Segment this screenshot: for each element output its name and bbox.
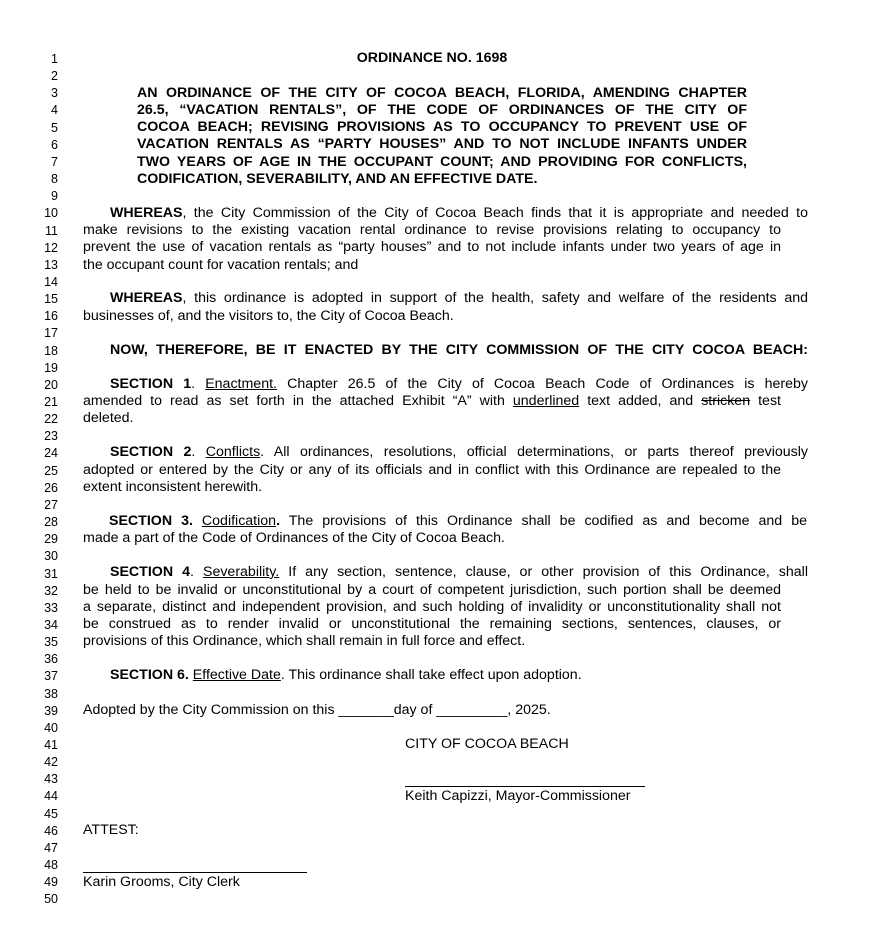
line-number: 20 — [44, 377, 58, 392]
caption-line: CODIFICATION, SEVERABILITY, AND AN EFFECTIVE DATE. — [137, 170, 538, 187]
caption-line: TWO YEARS OF AGE IN THE OCCUPANT COUNT; AND PROVIDING FOR CONFLICTS, — [137, 153, 747, 170]
section-heading: Codification — [201, 513, 277, 529]
line-number: 6 — [51, 137, 58, 152]
line-number: 47 — [44, 840, 58, 855]
line-number: 35 — [44, 635, 58, 650]
line-number: 22 — [44, 412, 58, 427]
line-number: 49 — [44, 875, 58, 890]
caption-line: COCOA BEACH; REVISING PROVISIONS AS TO OCCUPANCY TO PREVENT USE OF — [137, 119, 747, 136]
line-number: 50 — [44, 892, 58, 907]
text-run: Adopted by the City Commission on this — [83, 702, 339, 718]
line-number: 8 — [51, 172, 58, 187]
text-run: day of — [393, 702, 437, 718]
line-number: 41 — [44, 738, 58, 752]
clerk-name: Karin Grooms, City Clerk — [83, 874, 240, 890]
text-run: . All ordinances, resolutions, official determinations, or parts thereof previously — [260, 444, 808, 460]
line-number: 33 — [44, 600, 58, 615]
text-run: , the City Commission of the City of Cocoa Beach finds that it is appropriate and needed to — [182, 205, 808, 221]
line-number: 7 — [51, 154, 58, 169]
paragraph-line: made a part of the Code of Ordinances of the City of Cocoa Beach. — [83, 530, 505, 546]
line-number: 18 — [44, 343, 58, 358]
line-number: 15 — [44, 292, 58, 307]
day-blank: _______ — [338, 702, 394, 718]
section-heading: Enactment. — [205, 376, 277, 392]
line-number: 44 — [44, 789, 58, 804]
line-number: 13 — [44, 257, 58, 272]
text-run: Chapter 26.5 of the City of Cocoa Beach Code of Ordinances is hereby — [276, 376, 808, 392]
line-number: 12 — [44, 240, 58, 255]
line-number: 42 — [44, 755, 58, 770]
text-run: . This ordinance shall take effect upon adoption. — [280, 667, 582, 683]
line-number: 3 — [51, 86, 58, 101]
line-number: 26 — [44, 480, 58, 495]
paragraph-line: be construed as to render invalid or unconstitutional the remaining sections, sentences, clauses, or — [83, 616, 781, 632]
text-run: The provisions of this Ordinance shall be codified as and become and be — [280, 513, 807, 529]
line-number: 21 — [44, 395, 58, 409]
line-number: 43 — [44, 772, 58, 787]
paragraph-line — [83, 205, 808, 222]
line-number: 48 — [44, 858, 58, 873]
text-run: . — [276, 513, 281, 529]
paragraph-line — [83, 564, 808, 581]
line-number: 17 — [44, 326, 58, 341]
text-run: text added, and — [579, 393, 702, 409]
line-number: 10 — [44, 206, 58, 221]
clerk-signature-line — [83, 872, 307, 873]
line-number: 5 — [51, 120, 58, 135]
text-run: amended to read as set forth in the attached Exhibit “A” with — [83, 393, 513, 409]
section-number: SECTION 3. — [109, 513, 193, 529]
paragraph-line: deleted. — [83, 410, 134, 426]
line-number: 11 — [45, 223, 58, 238]
line-number: 1 — [51, 52, 58, 66]
underlined-example: underlined — [512, 393, 580, 409]
enacting-clause: NOW, THEREFORE, BE IT ENACTED BY THE CITY COMMISSION OF THE CITY COCOA BEACH: — [110, 342, 808, 358]
section-number: SECTION 2 — [110, 444, 192, 460]
section-heading: Conflicts — [205, 444, 261, 460]
paragraph-line — [83, 290, 808, 307]
section-heading: Effective Date — [192, 667, 281, 683]
line-number: 23 — [44, 429, 58, 444]
text-run: . — [191, 376, 206, 392]
ordinance-title: ORDINANCE NO. 1698 — [356, 50, 508, 66]
line-number: 36 — [44, 652, 58, 667]
city-name: CITY OF COCOA BEACH — [405, 736, 569, 752]
text-run: , this ordinance is adopted in support of the health, safety and welfare of the residents and — [182, 290, 808, 306]
line-number: 40 — [44, 720, 58, 735]
whereas-label: WHEREAS — [110, 290, 183, 306]
line-number: 28 — [44, 515, 58, 530]
paragraph-line — [83, 376, 808, 393]
line-number: 19 — [44, 360, 58, 375]
month-blank: _________ — [436, 702, 508, 718]
line-number: 32 — [44, 583, 58, 598]
paragraph-line: a separate, distinct and independent provision, and such holding of invalidity or unconstitutionality shall not — [83, 599, 781, 615]
stricken-example: stricken — [701, 393, 751, 409]
section-number: SECTION 1 — [110, 376, 192, 392]
text-run: . — [191, 444, 206, 460]
paragraph-line: make revisions to the existing vacation rental ordinance to revise provisions relating to occupancy to — [83, 222, 781, 238]
line-number: 39 — [44, 703, 58, 718]
paragraph-line — [83, 444, 808, 461]
paragraph-line — [83, 393, 781, 410]
text-run: If any section, sentence, clause, or other provision of this Ordinance, shall — [279, 564, 808, 580]
text-run: . — [190, 564, 203, 580]
line-number: 16 — [44, 309, 58, 324]
line-number: 27 — [44, 497, 58, 512]
line-number: 9 — [51, 189, 58, 204]
ordinance-caption — [137, 85, 747, 188]
paragraph-line: be held to be invalid or unconstitutional by a court of competent jurisdiction, such portion shall be deemed — [83, 582, 781, 598]
section-6 — [83, 667, 808, 684]
section-number: SECTION 4 — [110, 564, 190, 580]
whereas-label: WHEREAS — [110, 205, 183, 221]
paragraph-line: businesses of, and the visitors to, the City of Cocoa Beach. — [83, 308, 454, 324]
paragraph-line: prevent the use of vacation rentals as “party houses” and to not include infants under two years of age in — [83, 239, 781, 255]
paragraph-line — [83, 513, 807, 530]
line-number: 37 — [44, 669, 58, 684]
text-run: , 2025. — [507, 702, 551, 718]
paragraph-line: adopted or entered by the City or any of its officials and in conflict with this Ordinance are repealed to the — [83, 462, 781, 478]
line-number: 4 — [51, 103, 58, 118]
line-number: 38 — [44, 686, 58, 701]
line-number: 31 — [44, 566, 58, 581]
paragraph-line: provisions of this Ordinance, which shall remain in full force and effect. — [83, 633, 526, 649]
line-number: 45 — [44, 806, 58, 821]
caption-line: VACATION RENTALS AS “PARTY HOUSES” AND TO NOT INCLUDE INFANTS UNDER — [137, 136, 747, 153]
line-number: 2 — [51, 69, 58, 84]
text-run: test — [750, 393, 781, 409]
line-number: 34 — [44, 617, 58, 632]
adoption-statement — [83, 702, 781, 719]
section-number: SECTION 6. — [110, 667, 189, 683]
line-number: 30 — [44, 549, 58, 564]
mayor-name: Keith Capizzi, Mayor-Commissioner — [405, 788, 631, 804]
section-heading: Severability. — [202, 564, 280, 580]
mayor-signature-line — [405, 786, 645, 787]
paragraph-line: extent inconsistent herewith. — [83, 479, 263, 495]
line-number: 29 — [44, 532, 58, 547]
paragraph-line: the occupant count for vacation rentals; and — [83, 257, 359, 273]
line-number: 14 — [44, 274, 58, 289]
line-number: 25 — [44, 463, 58, 478]
caption-line: AN ORDINANCE OF THE CITY OF COCOA BEACH, FLORIDA, AMENDING CHAPTER — [137, 85, 747, 101]
line-number: 24 — [44, 446, 58, 461]
line-number: 46 — [44, 823, 58, 838]
attest-label: ATTEST: — [83, 822, 139, 838]
caption-line: 26.5, “VACATION RENTALS”, OF THE CODE OF ORDINANCES OF THE CITY OF — [137, 102, 747, 119]
